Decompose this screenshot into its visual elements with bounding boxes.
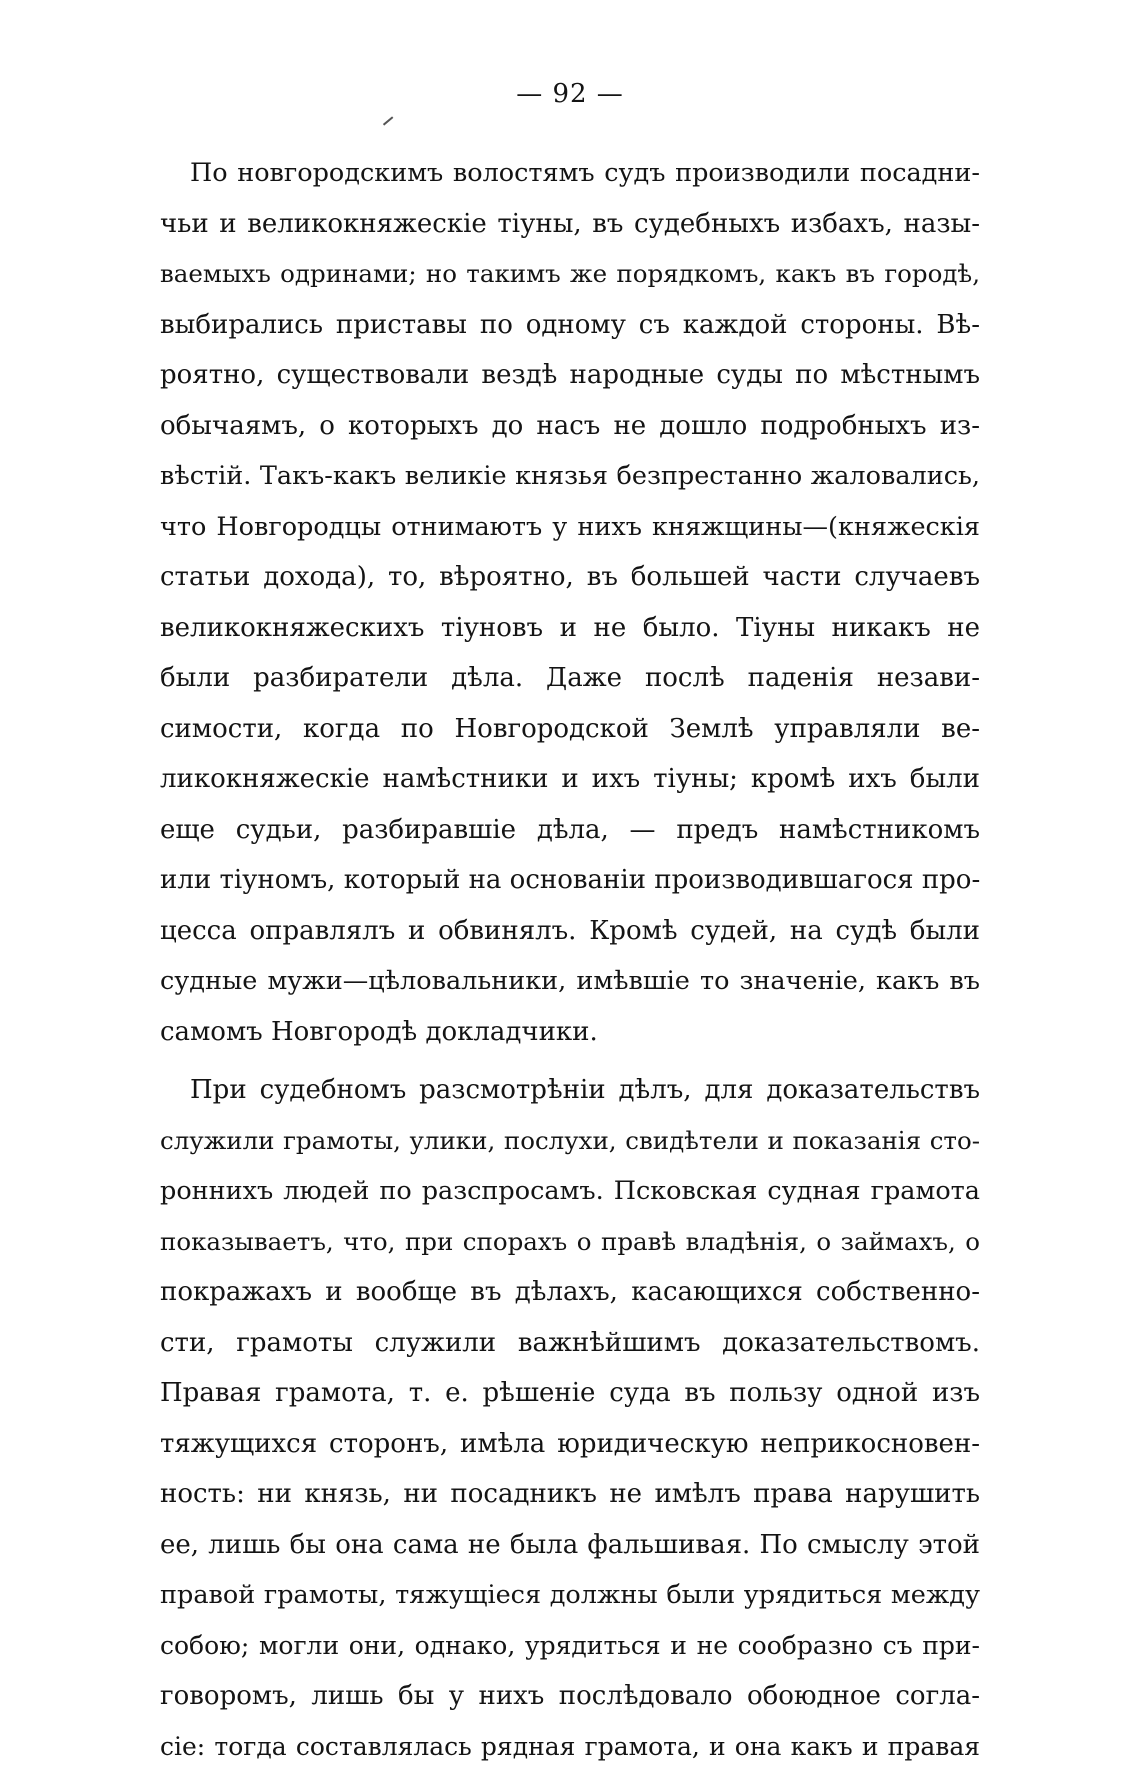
text-line: выбирались приставы по одному съ каждой стороны. Вѣ- <box>160 300 980 351</box>
text-line: роннихъ людей по разспросамъ. Псковская судная грамота <box>160 1166 980 1217</box>
paragraph-2 <box>160 1065 980 1772</box>
text-line: или тіуномъ, который на основаніи производившагося про- <box>160 855 980 906</box>
text-line: ее, лишь бы она сама не была фальшивая. По смыслу этой <box>160 1520 980 1571</box>
text-line: судные мужи—цѣловальники, имѣвшіе то значеніе, какъ въ <box>160 956 980 1007</box>
scan-stray-mark <box>383 116 393 125</box>
text-line: самомъ Новгородѣ докладчики. <box>160 1007 980 1058</box>
text-line: покражахъ и вообще въ дѣлахъ, касающихся собственно- <box>160 1267 980 1318</box>
text-line: цесса оправлялъ и обвинялъ. Кромѣ судей, на судѣ были <box>160 906 980 957</box>
text-line: При судебномъ разсмотрѣніи дѣлъ, для доказательствъ <box>160 1065 980 1116</box>
text-line: еще судьи, разбиравшіе дѣла, — предъ намѣстникомъ <box>160 805 980 856</box>
text-line: сіе: тогда составлялась рядная грамота, и она какъ и правая <box>160 1722 980 1772</box>
paragraph-gap <box>160 1057 980 1065</box>
text-line: симости, когда по Новгородской Землѣ управляли ве- <box>160 704 980 755</box>
body-text <box>160 148 980 1772</box>
text-line: По новгородскимъ волостямъ судъ производили посадни- <box>160 148 980 199</box>
text-line: великокняжескихъ тіуновъ и не было. Тіуны никакъ не <box>160 603 980 654</box>
text-line: вѣстій. Такъ-какъ великіе князья безпрестанно жаловались, <box>160 451 980 502</box>
text-line: правой грамоты, тяжущіеся должны были урядиться между <box>160 1570 980 1621</box>
text-line: ность: ни князь, ни посадникъ не имѣлъ права нарушить <box>160 1469 980 1520</box>
text-line: Правая грамота, т. е. рѣшеніе суда въ пользу одной изъ <box>160 1368 980 1419</box>
text-line: были разбиратели дѣла. Даже послѣ паденія незави- <box>160 653 980 704</box>
text-line: тяжущихся сторонъ, имѣла юридическую неприкосновен- <box>160 1419 980 1470</box>
text-line: статьи дохода), то, вѣроятно, въ большей части случаевъ <box>160 552 980 603</box>
text-line: говоромъ, лишь бы у нихъ послѣдовало обоюдное согла- <box>160 1671 980 1722</box>
text-line: что Новгородцы отнимаютъ у нихъ княжщины—(княжескія <box>160 502 980 553</box>
text-line: ликокняжескіе намѣстники и ихъ тіуны; кромѣ ихъ были <box>160 754 980 805</box>
text-line: служили грамоты, улики, послухи, свидѣтели и показанія сто- <box>160 1116 980 1167</box>
text-line: показываетъ, что, при спорахъ о правѣ владѣнія, о займахъ, о <box>160 1217 980 1268</box>
text-line: роятно, существовали вездѣ народные суды по мѣстнымъ <box>160 350 980 401</box>
text-line: ваемыхъ одринами; но такимъ же порядкомъ, какъ въ городѣ, <box>160 249 980 300</box>
text-line: собою; могли они, однако, урядиться и не сообразно съ при- <box>160 1621 980 1672</box>
text-line: чьи и великокняжескіе тіуны, въ судебныхъ избахъ, назы- <box>160 199 980 250</box>
text-line: сти, грамоты служили важнѣйшимъ доказательствомъ. <box>160 1318 980 1369</box>
text-line: обычаямъ, о которыхъ до насъ не дошло подробныхъ из- <box>160 401 980 452</box>
page-number: — 92 — <box>0 74 1140 114</box>
paragraph-1 <box>160 148 980 1057</box>
